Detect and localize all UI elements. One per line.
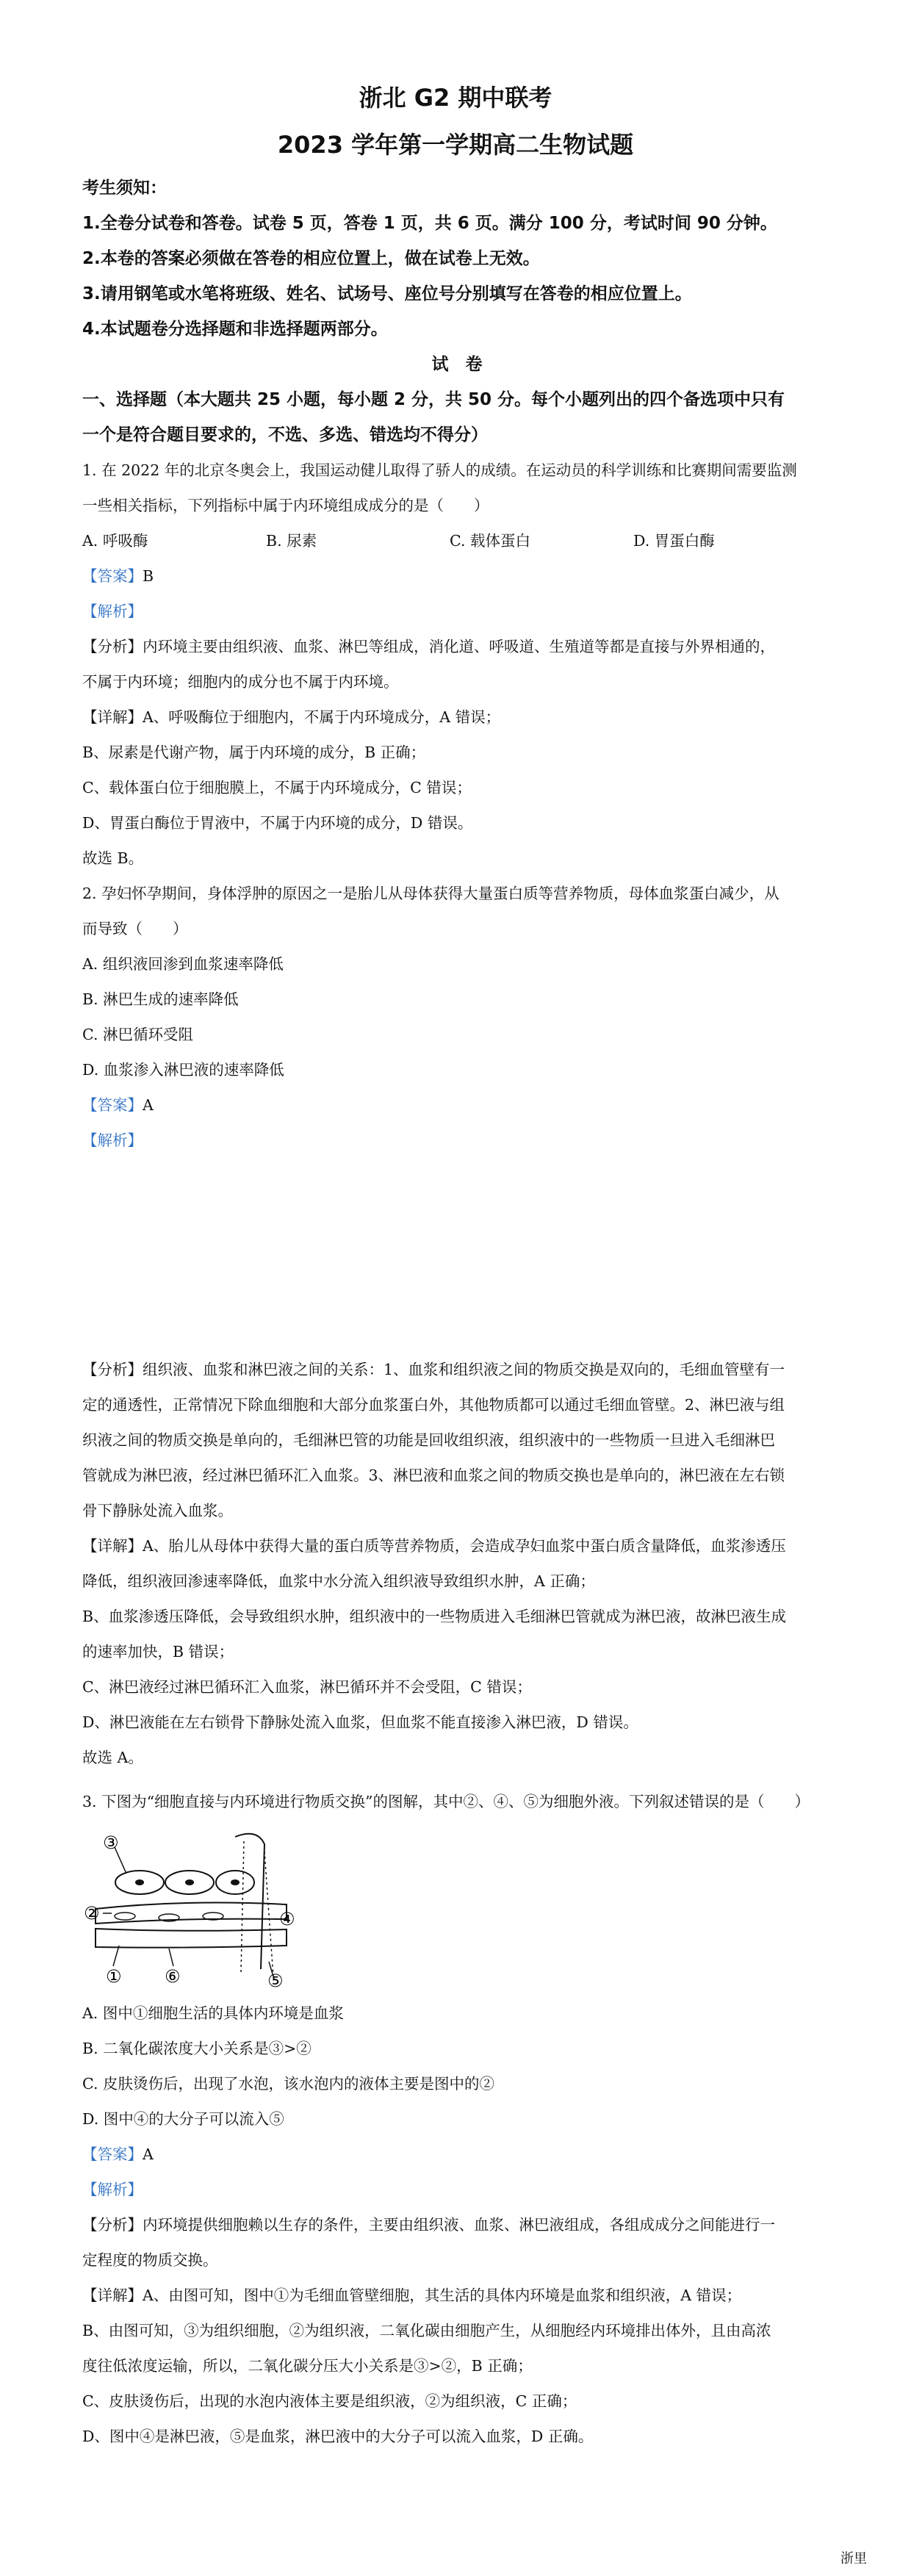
answer-line [82,558,832,594]
xiangjie-tag: 【详解】 [82,2287,143,2304]
lymph-capillary [96,1929,287,1948]
option-c: C. 淋巴循环受阻 [82,1026,193,1043]
analysis-text: 内环境主要由组织液、血浆、淋巴等组成，消化道、呼吸道、生殖道等都是直接与外界相通的， [143,638,775,655]
option-a: A. 呼吸酶 [82,532,148,550]
detail-text: B、由图可知，③为组织细胞，②为组织液，二氧化碳由细胞产生，从细胞经内环境排出体外，且由高浓 [82,2322,771,2339]
answer-line [82,1087,832,1123]
detail-text: B、尿素是代谢产物，属于内环境的成分，B 正确； [82,744,426,761]
vessel-dashes [264,1852,273,1976]
option-d: D. 血浆渗入淋巴液的速率降低 [82,1061,284,1079]
diagram-label: ⑤ [267,1971,284,1987]
detail-line [82,699,832,735]
cell-nucleus [185,1879,194,1885]
section-heading-line: 一、选择题（本大题共 25 小题，每小题 2 分，共 50 分。每个小题列出的四个备选项中只有 [82,390,785,409]
question-stem: 2. 孕妇怀孕期间，身体浮肿的原因之一是胎儿从母体获得大量蛋白质等营养物质，母体血浆蛋白减少，从 [82,885,779,902]
notice-item: 2.本卷的答案必须做在答卷的相应位置上，做在试卷上无效。 [82,249,540,268]
jiexi-tag: 【解析】 [82,602,143,620]
notice-section [82,170,832,347]
options-row [82,523,832,558]
exam-subtitle: 2023 学年第一学期高二生物试题 [277,131,634,159]
analysis-text: 组织液、血浆和淋巴液之间的关系：1、血浆和组织液之间的物质交换是双向的，毛细血管壁有一 [143,1361,785,1378]
answer-value: B [143,567,154,585]
detail-text: C、载体蛋白位于细胞膜上，不属于内环境成分，C 错误； [82,779,472,796]
analysis-text: 织液之间的物质交换是单向的，毛细淋巴管的功能是回收组织液，组织液中的一些物质一旦进入毛细淋巴 [82,1431,775,1449]
fenxi-tag: 【分析】 [82,1361,143,1378]
detail-text: 度往低浓度运输，所以，二氧化碳分压大小关系是③>②，B 正确； [82,2357,533,2375]
diagram-label: ① [106,1966,122,1987]
detail-text: 降低，组织液回渗速率降低，血浆中水分流入组织液导致组织水肿，A 正确； [82,1572,595,1590]
answer-value: A [143,2145,154,2163]
diagram-label: ② [84,1903,100,1924]
analysis-text: 定的通透性，正常情况下除血细胞和大部分血浆蛋白外，其他物质都可以通过毛细血管壁。2、淋巴液与组 [82,1396,785,1414]
analysis-line [82,629,832,664]
notice-heading: 考生须知： [82,179,167,198]
diagram-label: ⑥ [165,1966,181,1987]
question-2-analysis [82,1352,832,1775]
option-a: A. 图中①细胞生活的具体内环境是血浆 [82,2004,344,2022]
pointer-line [169,1949,173,1966]
analysis-line [82,2207,832,2242]
xiangjie-tag: 【详解】 [82,1537,143,1555]
detail-text: 的速率加快，B 错误； [82,1643,234,1661]
page-footer: 浙里 [840,2551,867,2566]
conclusion: 故选 B。 [82,849,144,867]
option-b: B. 二氧化碳浓度大小关系是③>② [82,2040,312,2057]
vessel-dashes [241,1841,244,1973]
question-stem: 3. 下图为“细胞直接与内环境进行物质交换”的图解，其中②、④、⑤为细胞外液。下列叙述错误的是（ ） [82,1793,810,1810]
diagram-label: ④ [279,1909,295,1929]
question-stem: 1. 在 2022 年的北京冬奥会上，我国运动健儿取得了骄人的成绩。在运动员的科学训练和比赛期间需要监测 [82,461,797,479]
jiexi-tag: 【解析】 [82,2181,143,2198]
option-b: B. 淋巴生成的速率降低 [82,990,239,1008]
exam-title: 浙北 G2 期中联考 [359,84,552,112]
section-heading-line: 一个是符合题目要求的，不选、多选、错选均不得分） [82,425,488,445]
answer-tag: 【答案】 [82,1096,143,1114]
jiexi-tag: 【解析】 [82,1132,143,1149]
fenxi-tag: 【分析】 [82,2216,143,2234]
option-c: C. 皮肤烫伤后，出现了水泡，该水泡内的液体主要是图中的② [82,2075,494,2093]
detail-line [82,2278,832,2313]
question-3 [82,1784,832,1819]
answer-tag: 【答案】 [82,2145,143,2163]
cell-nucleus [135,1879,144,1885]
notice-item: 3.请用钢笔或水笔将班级、姓名、试场号、座位号分别填写在答卷的相应位置上。 [82,284,692,303]
analysis-text: 骨下静脉处流入血浆。 [82,1502,233,1519]
pointer-line [113,1946,119,1966]
answer-value: A [143,1096,154,1114]
detail-line [82,1528,832,1564]
option-d: D. 胃蛋白酶 [633,532,715,550]
question-stem: 一些相关指标，下列指标中属于内环境组成成分的是（ ） [82,497,489,514]
detail-text: D、淋巴液能在左右锁骨下静脉处流入血浆，但血浆不能直接渗入淋巴液，D 错误。 [82,1713,638,1731]
option-b: B. 尿素 [266,532,317,550]
answer-line [82,2137,832,2172]
answer-tag: 【答案】 [82,567,143,585]
detail-text: A、呼吸酶位于细胞内，不属于内环境成分，A 错误； [143,708,501,726]
diagram-label: ③ [103,1832,119,1853]
analysis-text: 不属于内环境；细胞内的成分也不属于内环境。 [82,673,399,691]
analysis-text: 定程度的物质交换。 [82,2251,218,2269]
detail-text: B、血浆渗透压降低，会导致组织水肿，组织液中的一些物质进入毛细淋巴管就成为淋巴液，故淋巴液生成 [82,1608,787,1625]
section-heading [82,382,832,453]
option-d: D. 图中④的大分子可以流入⑤ [82,2110,284,2128]
capillary-wall-cell [115,1913,135,1920]
detail-text: A、胎儿从母体中获得大量的蛋白质等营养物质，会造成孕妇血浆中蛋白质含量降低，血浆渗透压 [143,1537,786,1555]
detail-text: D、胃蛋白酶位于胃液中，不属于内环境的成分，D 错误。 [82,814,473,832]
analysis-text: 管就成为淋巴液，经过淋巴循环汇入血浆。3、淋巴液和血浆之间的物质交换也是单向的，淋巴液在左右锁 [82,1467,785,1484]
lymph-vessel [235,1834,264,1969]
notice-item: 1.全卷分试卷和答卷。试卷 5 页，答卷 1 页，共 6 页。满分 100 分，考试时间 90 分钟。 [82,214,777,233]
option-c: C. 载体蛋白 [450,532,530,550]
question-1 [82,453,832,876]
xiangjie-tag: 【详解】 [82,708,143,726]
cell-nucleus [231,1879,240,1885]
notice-item: 4.本试题卷分选择题和非选择题两部分。 [82,320,388,339]
analysis-line [82,1352,832,1387]
option-a: A. 组织液回渗到血浆速率降低 [82,955,284,973]
detail-text: C、皮肤烫伤后，出现的水泡内液体主要是组织液，②为组织液，C 正确； [82,2392,577,2410]
exchange-diagram [81,1822,301,1987]
detail-text: A、由图可知，图中①为毛细血管壁细胞，其生活的具体内环境是血浆和组织液，A 错误； [143,2287,742,2304]
question-2 [82,876,832,1158]
detail-text: C、淋巴液经过淋巴循环汇入血浆，淋巴循环并不会受阻，C 错误； [82,1678,532,1696]
detail-text: D、图中④是淋巴液，⑤是血浆，淋巴液中的大分子可以流入血浆，D 正确。 [82,2428,594,2445]
fenxi-tag: 【分析】 [82,638,143,655]
analysis-text: 内环境提供细胞赖以生存的条件，主要由组织液、血浆、淋巴液组成，各组成成分之间能进行一 [143,2216,775,2234]
conclusion: 故选 A。 [82,1749,143,1766]
question-3-body [82,1996,832,2454]
section-label: 试 卷 [431,355,483,374]
question-stem: 而导致（ ） [82,920,188,938]
